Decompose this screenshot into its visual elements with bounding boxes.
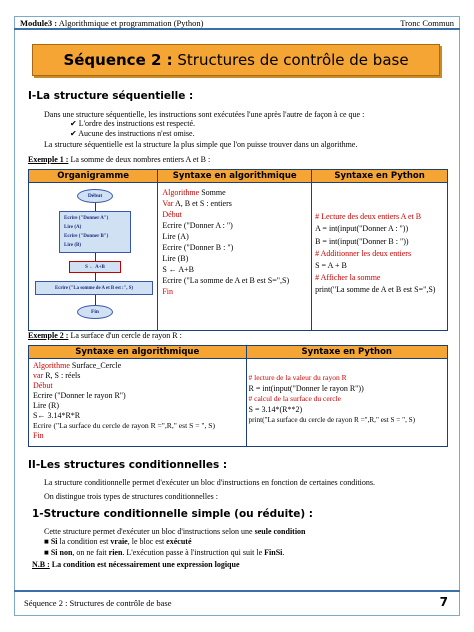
section2-para1: La structure conditionnelle permet d'exécuter un bloc d'instructions en fonction de certaines conditions. [44,478,375,487]
section2-title: II-Les structures conditionnelles : [28,459,228,471]
col-algo: Syntaxe en algorithmique [158,170,312,183]
algo-cell-2: Algorithme Surface_Cercle var R, S : réels Début Ecrire ("Donner le rayon R") Lire (R) S← 3.14*R*R Ecrire ("La surface du cercle de rayon R =",R," est S = ", S) Fin [29,359,247,447]
page-header [14,16,460,30]
condition-true-bullet: ■ Si la condition est vraie, le bloc est exécuté [44,537,192,546]
section1-para1: Dans une structure séquentielle, les instructions sont exécutées l'une après l'autre de façon à ce que : [44,110,365,119]
section2-para2: On distingue trois types de structures conditionnelles : [44,492,218,501]
flowchart-cell [29,183,158,331]
python-cell-2: # lecture de la valeur du rayon R R = int(input("Donner le rayon R")) # calcul de la surface du cercle S = 3.14*(R**2) print("La surface du cercle de rayon R =",R," est S = ", S) [246,359,447,447]
col-organigramme: Organigramme [29,170,158,183]
section1-bullet1: ✔ L'ordre des instructions est respecté. [70,119,195,128]
example1-table [28,169,448,331]
flow-arrow [95,295,96,305]
page-number: 7 [439,595,448,609]
nb-note: N.B : La condition est nécessairement une expression logique [32,560,240,569]
flow-start: Début [77,189,113,203]
footer-title: Séquence 2 : Structures de contrôle de base [24,598,172,608]
section1-bullet2: ✔ Aucune des instructions n'est omise. [70,129,195,138]
section1-title: I-La structure séquentielle : [28,90,194,102]
section1-para2: La structure séquentielle est la structure la plus simple que l'on puisse trouver dans un algorithme. [44,140,358,149]
section2-para3: Cette structure permet d'exécuter un bloc d'instructions selon une seule condition [44,527,306,536]
example2-table [28,345,448,447]
python-cell: # Lecture des deux entiers A et B A = int(input("Donner A : ")) B = int(input("Donner B : ")) # Additionner les deux entiers S = A + B # Afficher la somme print("La somme de A et B est S=",S) [312,183,448,331]
col-algo-2: Syntaxe en algorithmique [29,346,247,359]
sequence-banner [32,44,440,76]
flow-io-block: Ecrire ("Donner A") Lire (A) Ecrire ("Donner B") Lire (B) [59,211,131,253]
flow-output: Ecrire ("La somme de A et B est :", S) [35,281,153,295]
col-python-2: Syntaxe en Python [246,346,447,359]
algo-cell: Algorithme Somme Var A, B et S : entiers Début Ecrire ("Donner A : ") Lire (A) Ecrire ("Donner B : ") Lire (B) S ← A+B Ecrire ("La somme de A et B est S=",S) Fin [158,183,312,331]
example1-caption: Exemple 1 : La somme de deux nombres entiers A et B : [28,155,211,164]
flow-arrow [95,273,96,281]
level-label: Tronc Commun [400,18,454,28]
flow-arrow [95,203,96,211]
sequence-title: Séquence 2 : Structures de contrôle de base [63,51,409,69]
subsection-title: 1-Structure conditionnelle simple (ou réduite) : [32,508,313,520]
flow-calc: S ← A+B [69,261,121,273]
flow-arrow [95,253,96,261]
page-footer [14,590,460,616]
module-label: Module3 : Algorithmique et programmation (Python) [20,18,204,28]
example2-caption: Exemple 2 : La surface d'un cercle de rayon R : [28,331,182,340]
flow-end: Fin [77,305,113,319]
condition-false-bullet: ■ Si non, on ne fait rien. L'exécution passe à l'instruction qui suit le FinSi. [44,548,285,557]
col-python: Syntaxe en Python [312,170,448,183]
